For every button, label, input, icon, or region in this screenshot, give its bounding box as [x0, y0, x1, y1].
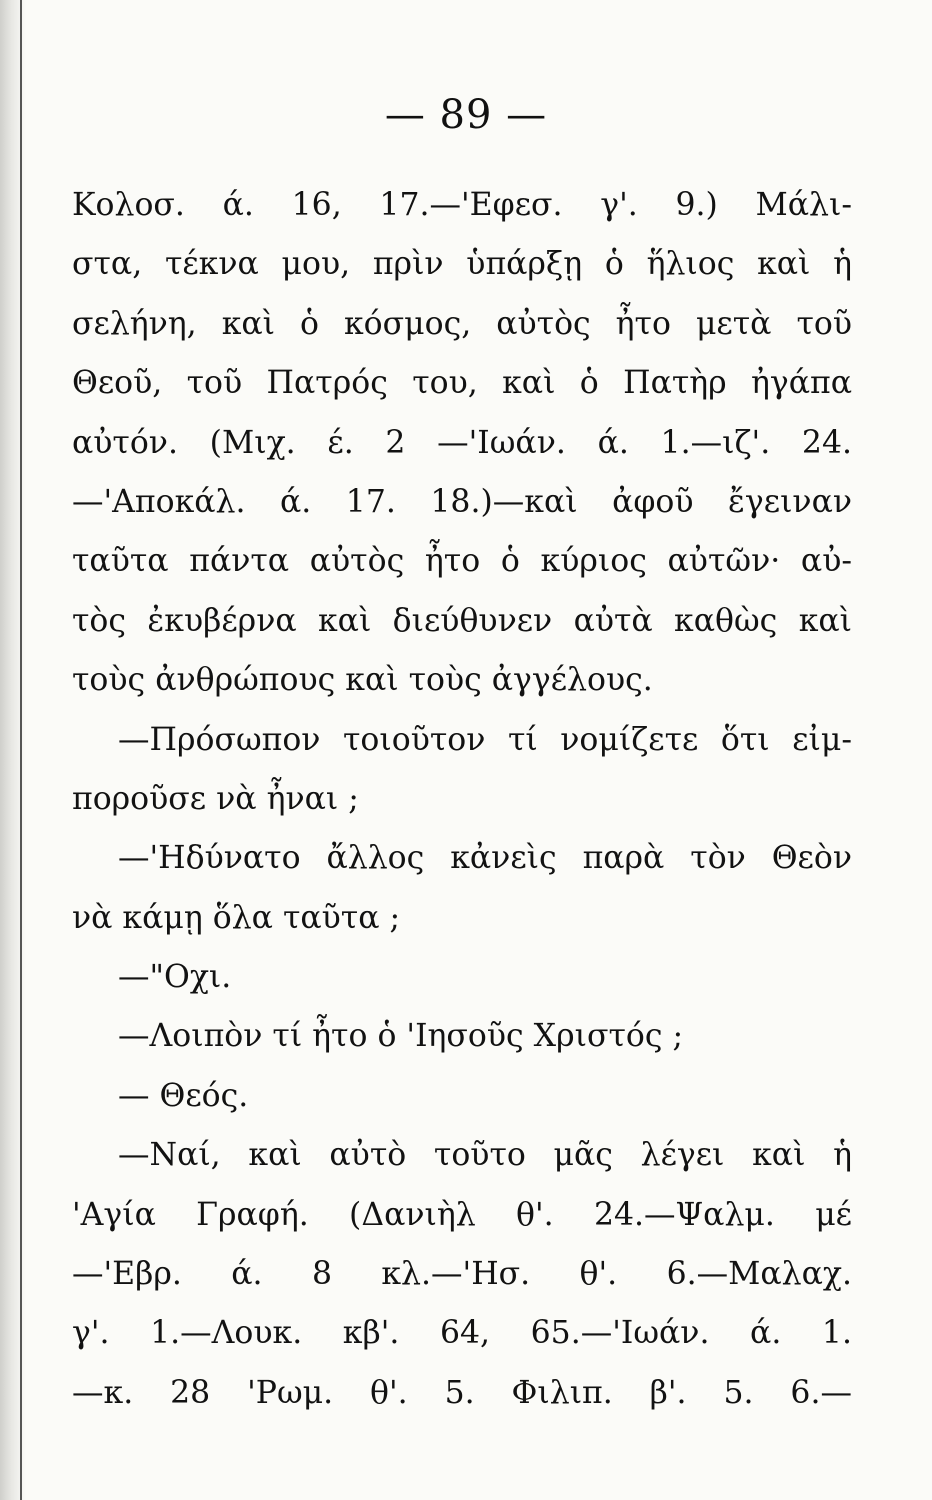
page-binding-edge — [20, 0, 22, 1500]
text-line: γ'. 1.—Λουκ. κβ'. 64, 65.—'Ιωάν. ά. 1. — [72, 1315, 852, 1352]
text-line: σελήνη, καὶ ὁ κόσμος, αὐτὸς ἦτο μετὰ τοῦ — [72, 305, 852, 342]
text-line: —Λοιπὸν τί ἦτο ὁ 'Ιησοῦς Χριστός ; — [118, 1018, 684, 1055]
text-line: νὰ κάμῃ ὅλα ταῦτα ; — [72, 899, 401, 936]
text-line: στα, τέκνα μου, πρὶν ὑπάρξῃ ὁ ἥλιος καὶ ἡ — [72, 246, 852, 283]
text-line: — Θεός. — [118, 1077, 249, 1114]
text-line: —'Εβρ. ά. 8 κλ.—'Ησ. θ'. 6.—Μαλαχ. — [72, 1256, 852, 1293]
text-line: ταῦτα πάντα αὐτὸς ἦτο ὁ κύριος αὐτῶν· αὐ- — [72, 543, 852, 580]
text-line: 'Αγία Γραφή. (Δανιὴλ θ'. 24.—Ψαλμ. μέ — [72, 1196, 852, 1233]
text-line: τοὺς ἀνθρώπους καὶ τοὺς ἀγγέλους. — [72, 662, 653, 699]
text-line: —'Ηδύνατο ἄλλος κἀνεὶς παρὰ τὸν Θεὸν — [118, 840, 852, 877]
text-line: Κολοσ. ά. 16, 17.—'Εφεσ. γ'. 9.) Μάλι- — [72, 187, 852, 223]
page-binding-shadow — [0, 0, 26, 1500]
text-line: Θεοῦ, τοῦ Πατρός του, καὶ ὁ Πατὴρ ἠγάπα — [72, 365, 852, 402]
text-line: —Ναί, καὶ αὐτὸ τοῦτο μᾶς λέγει καὶ ἡ — [118, 1137, 852, 1174]
page-number: — 89 — — [384, 92, 548, 138]
text-line: αὐτόν. (Μιχ. έ. 2 —'Ιωάν. ά. 1.—ιζ'. 24. — [72, 424, 852, 461]
text-line: —Πρόσωπον τοιοῦτον τί νομίζετε ὅτι εἰμ- — [118, 721, 852, 758]
text-line: τὸς ἐκυβέρνα καὶ διεύθυνεν αὐτὰ καθὼς καὶ — [72, 602, 852, 639]
text-line: ποροῦσε νὰ ἦναι ; — [72, 780, 359, 817]
text-line: —'Αποκάλ. ά. 17. 18.)—καὶ ἀφοῦ ἔγειναν — [72, 483, 852, 520]
text-line: —"Οχι. — [118, 959, 232, 996]
body-text — [72, 176, 852, 1423]
text-line: —κ. 28 'Ρωμ. θ'. 5. Φιλιπ. β'. 5. 6.— — [72, 1374, 852, 1411]
